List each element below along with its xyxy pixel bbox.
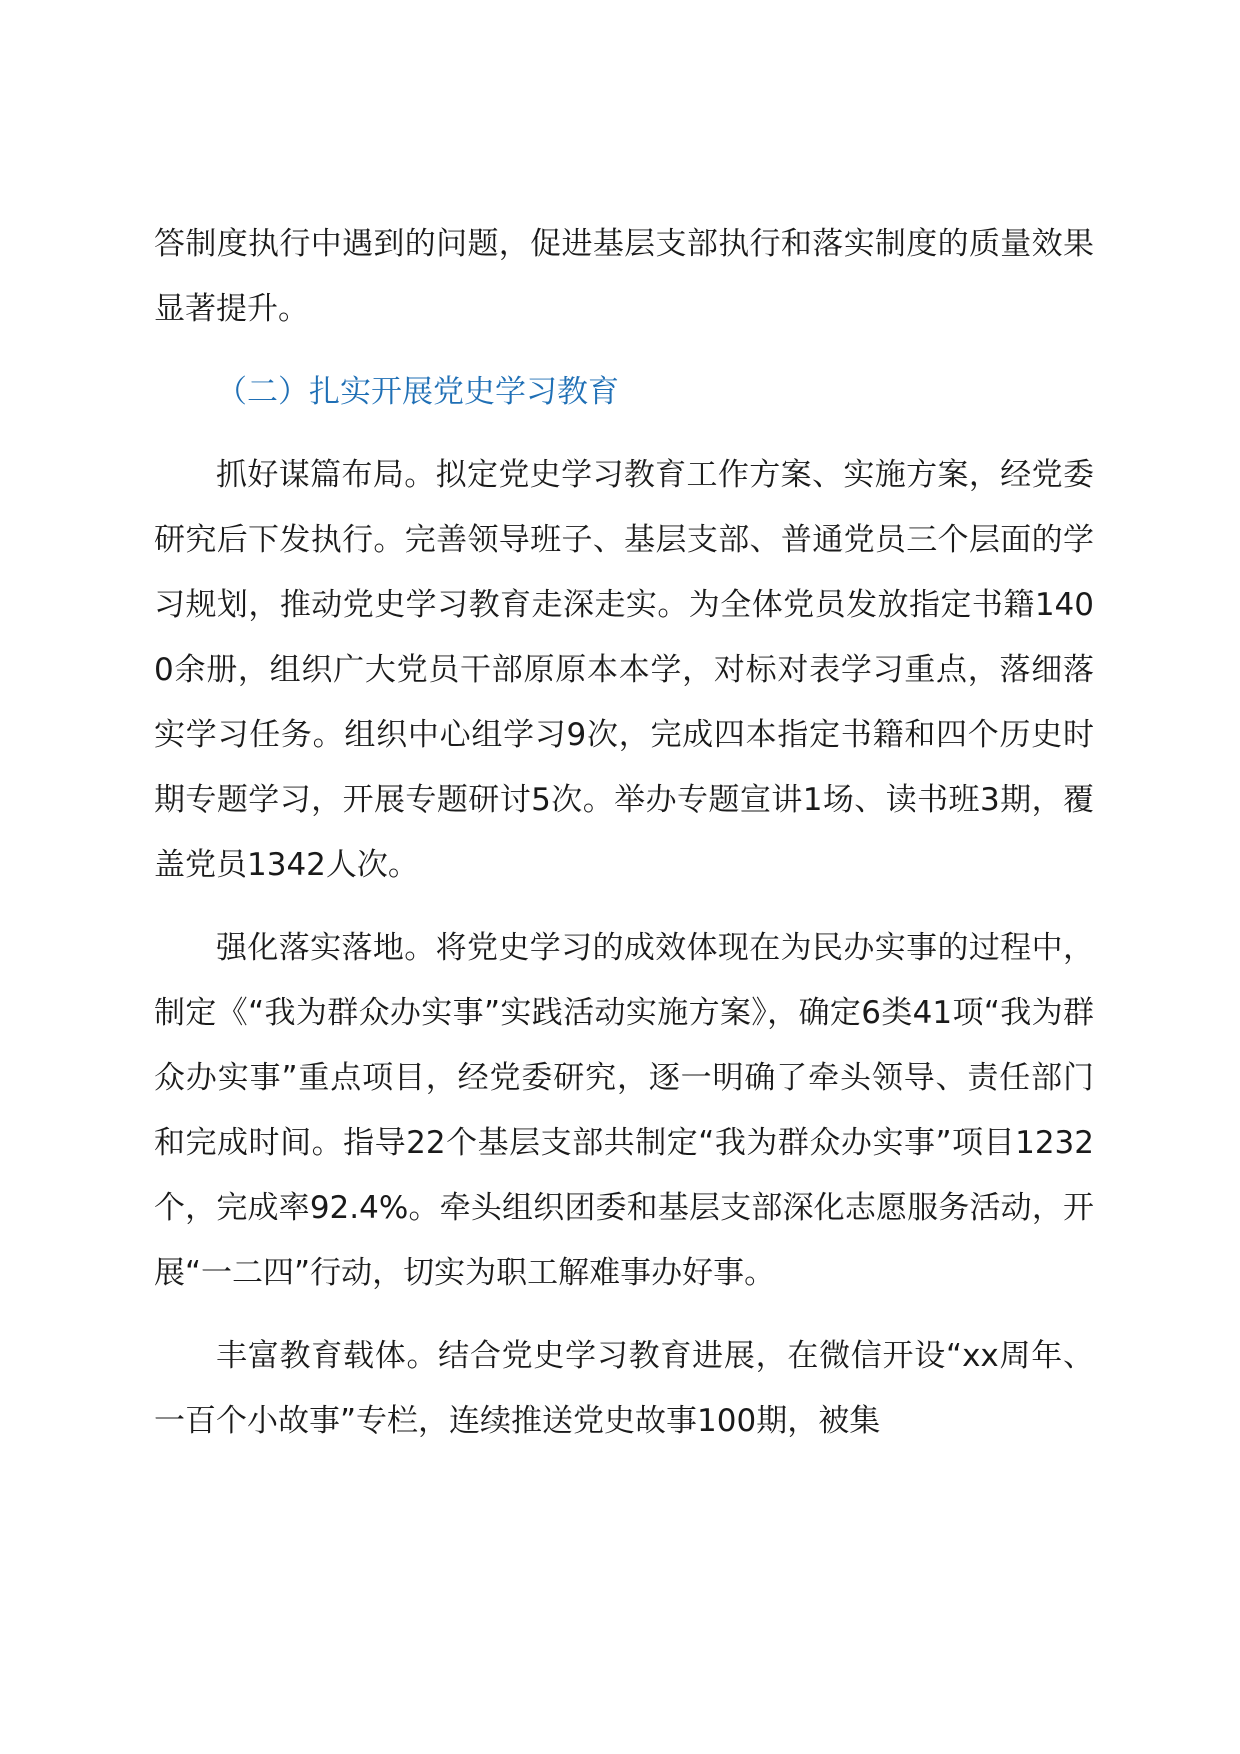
continuation-paragraph: 答制度执行中遇到的问题，促进基层支部执行和落实制度的质量效果显著提升。 <box>154 226 1094 327</box>
section-heading: （二）扎实开展党史学习教育 <box>216 374 619 410</box>
paragraph-education-carrier: 丰富教育载体。结合党史学习教育进展，在微信开设“xx周年、一百个小故事”专栏，连续推送党史故事100期，被集 <box>154 1338 1094 1439</box>
document-page <box>154 212 1094 1454</box>
paragraph-implementation: 强化落实落地。将党史学习的成效体现在为民办实事的过程中，制定《“我为群众办实事”实践活动实施方案》，确定6类41项“我为群众办实事”重点项目，经党委研究，逐一明确了牵头领导、责任部门和完成时间。指导22个基层支部共制定“我为群众办实事”项目1232个，完成率92.4%。牵头组织团委和基层支部深化志愿服务活动，开展“一二四”行动，切实为职工解难事办好事。 <box>154 930 1094 1291</box>
paragraph-planning: 抓好谋篇布局。拟定党史学习教育工作方案、实施方案，经党委研究后下发执行。完善领导班子、基层支部、普通党员三个层面的学习规划，推动党史学习教育走深走实。为全体党员发放指定书籍1400余册，组织广大党员干部原原本本学，对标对表学习重点，落细落实学习任务。组织中心组学习9次，完成四本指定书籍和四个历史时期专题学习，开展专题研讨5次。举办专题宣讲1场、读书班3期，覆盖党员1342人次。 <box>154 457 1094 883</box>
